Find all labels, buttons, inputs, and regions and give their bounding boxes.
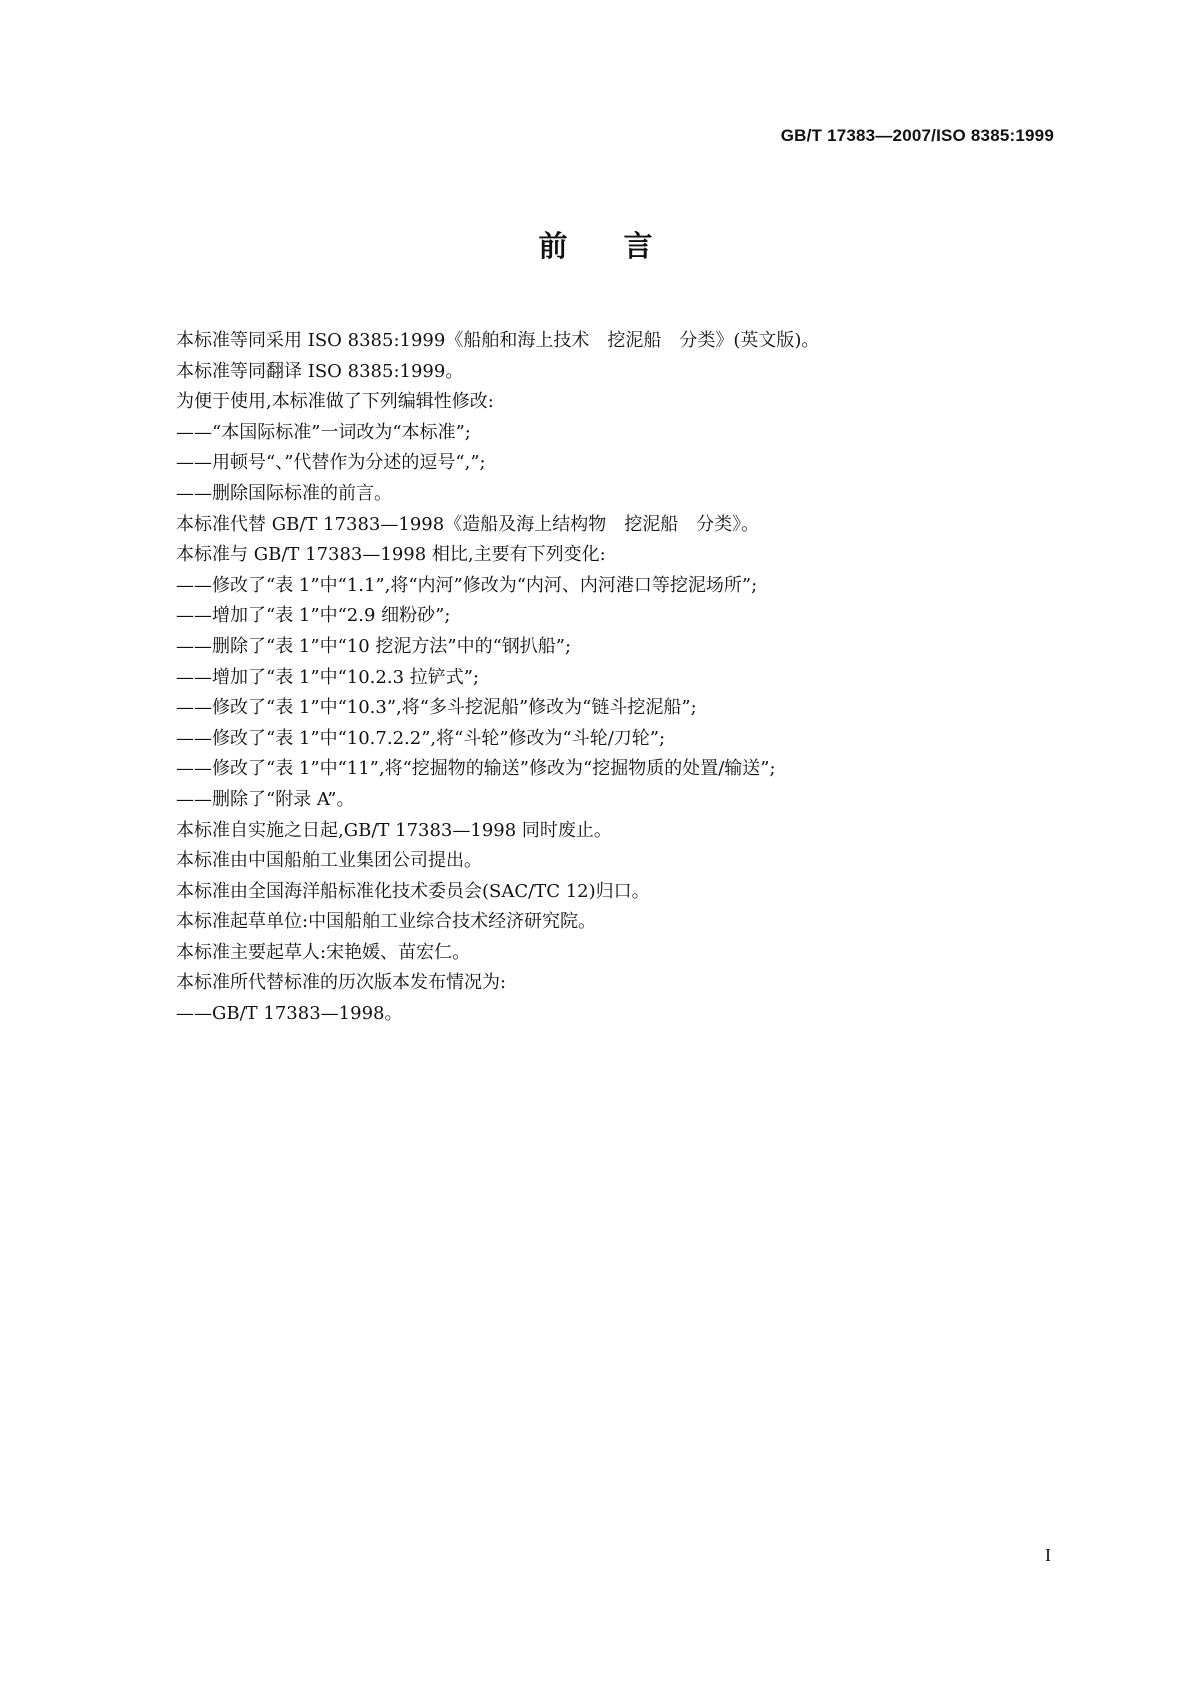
list-item: ——修改了“表 1”中“10.3”,将“多斗挖泥船”修改为“链斗挖泥船”; (176, 697, 697, 719)
list-item: ——GB/T 17383—1998。 (176, 1003, 403, 1025)
list-item: ——修改了“表 1”中“1.1”,将“内河”修改为“内河、内河港口等挖泥场所”; (176, 574, 758, 596)
body-line: 本标准等同采用 ISO 8385:1999《船舶和海上技术 挖泥船 分类》(英文版)。 (176, 330, 820, 351)
body-line: 本标准代替 GB/T 17383—1998《造船及海上结构物 挖泥船 分类》。 (176, 513, 760, 535)
standard-number: GB/T 17383—2007/ISO 8385:1999 (780, 126, 1054, 145)
body-line: 本标准等同翻译 ISO 8385:1999。 (176, 360, 464, 382)
list-item: ——增加了“表 1”中“2.9 细粉砂”; (176, 605, 451, 627)
page-title: 前言 (538, 229, 709, 263)
body-line: 本标准主要起草人:宋艳媛、苗宏仁。 (176, 941, 471, 963)
list-item: ——删除国际标准的前言。 (176, 482, 392, 504)
body-line: 本标准由中国船舶工业集团公司提出。 (176, 850, 482, 872)
list-item: ——用顿号“、”代替作为分述的逗号“,”; (176, 452, 486, 474)
list-item: ——删除了“表 1”中“10 挖泥方法”中的“钢扒船”; (176, 635, 572, 657)
body-line: 本标准自实施之日起,GB/T 17383—1998 同时废止。 (176, 819, 612, 841)
body-line: 本标准与 GB/T 17383—1998 相比,主要有下列变化: (176, 544, 606, 566)
list-item: ——修改了“表 1”中“11”,将“挖掘物的输送”修改为“挖掘物质的处置/输送”; (176, 758, 776, 780)
body-line: 为便于使用,本标准做了下列编辑性修改: (176, 391, 494, 413)
page-number: I (1045, 1545, 1051, 1565)
body-line: 本标准起草单位:中国船舶工业综合技术经济研究院。 (176, 911, 597, 933)
list-item: ——“本国际标准”一词改为“本标准”; (176, 421, 471, 443)
list-item: ——删除了“附录 A”。 (176, 788, 355, 810)
body-line: 本标准由全国海洋船标准化技术委员会(SAC/TC 12)归口。 (176, 880, 650, 902)
document-body (176, 326, 1076, 1030)
list-item: ——修改了“表 1”中“10.7.2.2”,将“斗轮”修改为“斗轮/刀轮”; (176, 727, 666, 749)
list-item: ——增加了“表 1”中“10.2.3 拉铲式”; (176, 666, 480, 688)
body-line: 本标准所代替标准的历次版本发布情况为: (176, 972, 507, 994)
